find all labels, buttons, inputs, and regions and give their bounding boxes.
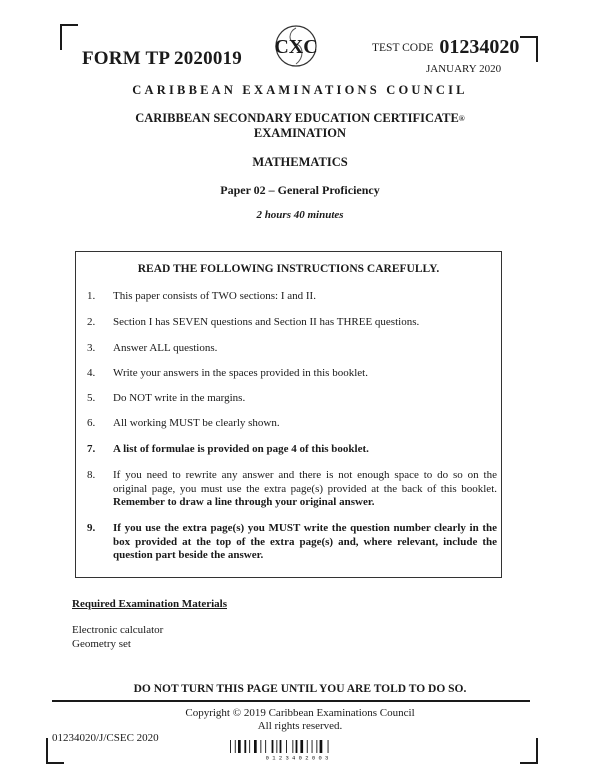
- barcode-bar: [249, 740, 250, 753]
- instruction-number: 2.: [87, 316, 96, 328]
- instruction-number: 1.: [87, 290, 96, 302]
- certificate-title: [0, 111, 600, 141]
- barcode-bar: [265, 740, 266, 753]
- instruction-number: 7.: [87, 443, 96, 455]
- barcode-bar: [296, 740, 298, 753]
- barcode-bar: [328, 740, 329, 753]
- exam-duration: 2 hours 40 minutes: [256, 209, 344, 221]
- barcode-bar: [230, 740, 231, 753]
- barcode-bar: [320, 740, 323, 753]
- barcode-bars: [230, 740, 329, 753]
- barcode: [228, 740, 366, 760]
- instruction-text: Answer ALL questions.: [113, 342, 218, 354]
- barcode-bar: [280, 740, 282, 753]
- copyright-text: Copyright © 2019 Caribbean Examinations Council: [185, 707, 415, 719]
- instruction-item: [87, 392, 497, 406]
- barcode-bar: [292, 740, 293, 753]
- barcode-bar: [272, 740, 274, 753]
- materials-heading: Required Examination Materials: [72, 598, 228, 610]
- instruction-item: [87, 290, 497, 304]
- cxc-logo: [268, 22, 324, 70]
- instruction-text: Section I has SEVEN questions and Section II has THREE questions.: [113, 316, 420, 328]
- instruction-item: [87, 522, 497, 563]
- barcode-bar: [312, 740, 313, 753]
- instruction-text: This paper consists of TWO sections: I and II.: [113, 290, 316, 302]
- barcode-bar: [307, 740, 308, 753]
- test-code-label: TEST CODE: [372, 42, 434, 54]
- barcode-bar: [276, 740, 277, 753]
- barcode-bar: [300, 740, 303, 753]
- instruction-number: 5.: [87, 392, 96, 404]
- instruction-item: [87, 469, 497, 510]
- material-item: Electronic calculator: [72, 624, 164, 636]
- council-name: CARIBBEAN EXAMINATIONS COUNCIL: [132, 83, 468, 97]
- instruction-item: [87, 316, 497, 330]
- corner-mark-top-left: [60, 24, 78, 50]
- paper-title: Paper 02 – General Proficiency: [220, 183, 380, 197]
- instruction-number: 6.: [87, 417, 96, 429]
- barcode-digits: 0 1 2 3 4 0 2 0 0 3: [265, 754, 329, 760]
- instruction-text: A list of formulae is provided on page 4 of this booklet.: [113, 443, 369, 455]
- do-not-turn-warning: DO NOT TURN THIS PAGE UNTIL YOU ARE TOLD TO DO SO.: [133, 683, 467, 695]
- instruction-item: [87, 367, 497, 381]
- barcode-bar: [238, 740, 241, 753]
- corner-mark-bottom-right: [520, 738, 538, 764]
- instruction-emphasis: Remember to draw a line through your original answer.: [113, 496, 375, 508]
- instruction-number: 3.: [87, 342, 96, 354]
- instruction-number: 4.: [87, 367, 96, 379]
- instruction-text: If you need to rewrite any answer and there is not enough space to do so on the original page, you must use the extra page(s) provided at the back of this booklet.: [113, 469, 497, 495]
- registered-mark: ®: [458, 114, 465, 123]
- barcode-bar: [316, 740, 317, 753]
- instruction-item: [87, 443, 497, 457]
- instruction-text: Write your answers in the spaces provided in this booklet.: [113, 367, 368, 379]
- instruction-text: Do NOT write in the margins.: [113, 392, 246, 404]
- exam-session: JANUARY 2020: [426, 63, 502, 75]
- barcode-bar: [254, 740, 257, 753]
- instruction-number: 8.: [87, 469, 96, 481]
- rights-text: All rights reserved.: [257, 720, 343, 732]
- instruction-number: 9.: [87, 522, 96, 534]
- test-code: [372, 36, 519, 59]
- copyright-notice: [0, 707, 600, 733]
- logo-text: CXC: [274, 36, 318, 58]
- instruction-text: If you use the extra page(s) you MUST write the question number clearly in the box provided at the top of the extra page(s) and, where relevant, include the question part beside the answer.: [113, 522, 497, 561]
- barcode-bar: [235, 740, 236, 753]
- test-code-number: 01234020: [439, 36, 520, 58]
- instruction-item: [87, 417, 497, 431]
- footer-rule: [52, 700, 530, 702]
- corner-mark-top-right: [520, 36, 538, 62]
- barcode-bar: [286, 740, 287, 753]
- barcode-bar: [244, 740, 246, 753]
- paper-code: 01234020/J/CSEC 2020: [52, 732, 159, 744]
- instruction-item: [87, 342, 497, 356]
- form-code: FORM TP 2020019: [82, 48, 242, 69]
- instruction-text: All working MUST be clearly shown.: [113, 417, 280, 429]
- certificate-line-1: CARIBBEAN SECONDARY EDUCATION CERTIFICATE: [135, 111, 459, 125]
- subject-title: MATHEMATICS: [252, 155, 348, 169]
- instructions-heading: READ THE FOLLOWING INSTRUCTIONS CAREFULLY.: [137, 263, 440, 275]
- material-item: Geometry set: [72, 638, 131, 650]
- barcode-bar: [260, 740, 261, 753]
- certificate-line-2: EXAMINATION: [253, 126, 347, 140]
